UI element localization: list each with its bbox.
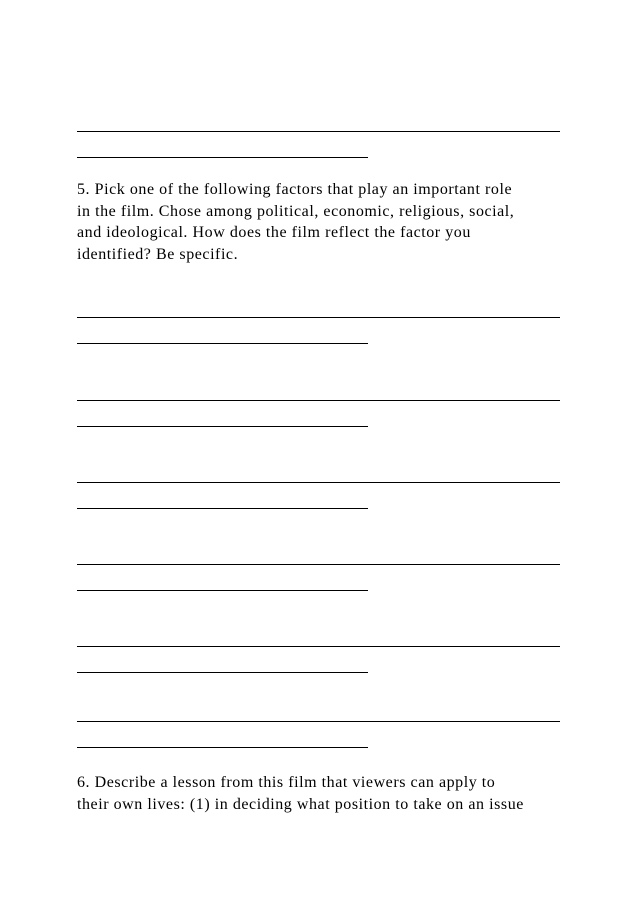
question-5-line-3: and ideological. How does the film reflect the factor you [77,224,471,242]
question-6 [77,772,561,815]
answer-lines [77,400,561,427]
question-5-line-2: in the film. Chose among political, economic, religious, social, [77,202,515,220]
answer-lines [77,131,561,158]
answer-lines [77,646,561,673]
answer-rule-long [77,646,560,647]
answer-rule-short [77,157,368,158]
answer-lines [77,721,561,748]
answer-rule-long [77,721,560,722]
answer-rule-short [77,672,368,673]
answer-lines [77,317,561,344]
question-6-line-2: their own lives: (1) in deciding what position to take on an issue [77,795,524,813]
question-5-line-1: 5. Pick one of the following factors that play an important role [77,181,513,198]
question-6-line-1: 6. Describe a lesson from this film that viewers can apply to [77,774,496,791]
answer-lines [77,564,561,591]
answer-rule-short [77,508,368,509]
answer-rule-long [77,400,560,401]
answer-rule-long [77,131,560,132]
answer-rule-long [77,564,560,565]
answer-rule-short [77,590,368,591]
answer-rule-short [77,426,368,427]
answer-rule-short [77,747,368,748]
answer-rule-long [77,317,560,318]
answer-lines [77,482,561,509]
answer-rule-long [77,482,560,483]
question-5 [77,179,561,265]
answer-rule-short [77,343,368,344]
question-5-line-4: identified? Be specific. [77,245,239,263]
